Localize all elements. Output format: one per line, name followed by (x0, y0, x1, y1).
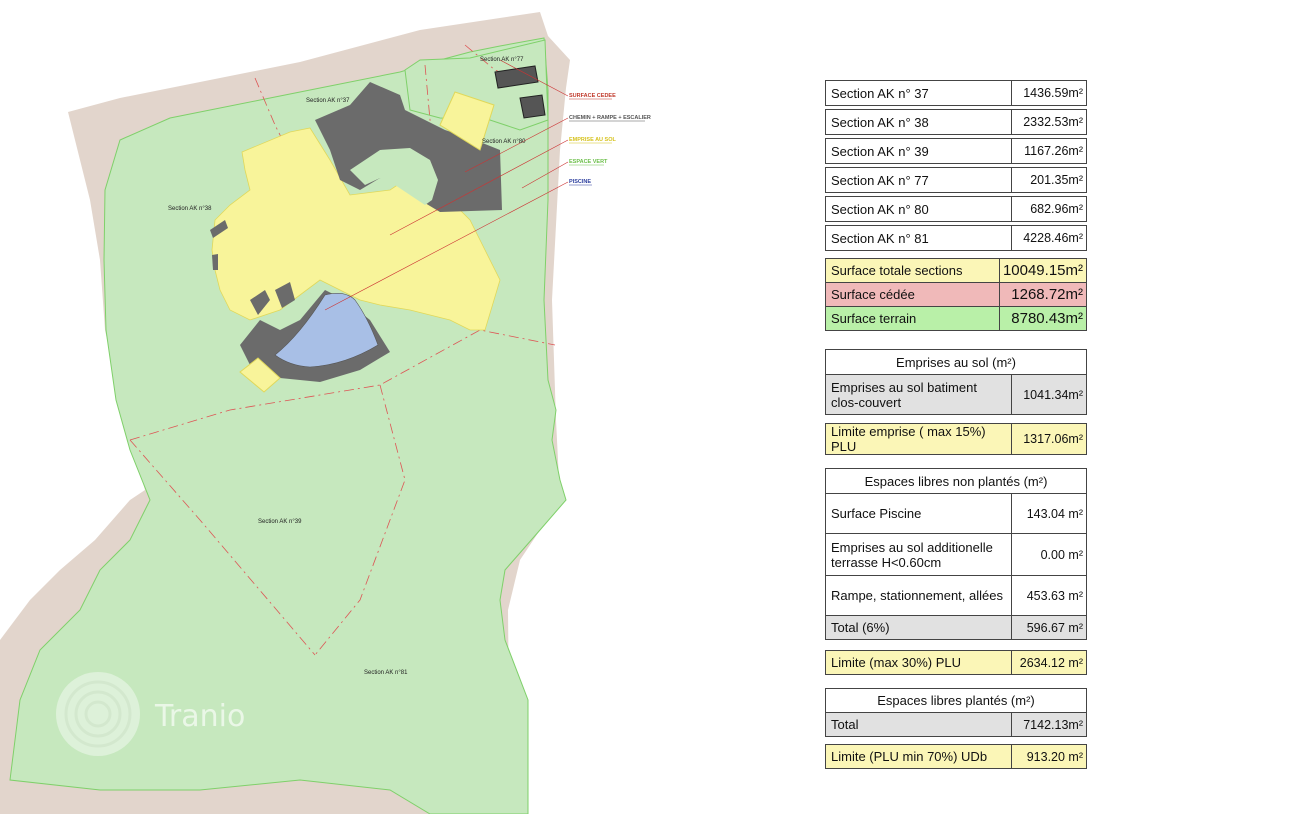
section-value: 2332.53m² (1012, 110, 1087, 135)
ceded-surface-row (826, 283, 1087, 307)
table-row (826, 81, 1087, 106)
section-label: Section AK n° 81 (826, 226, 1012, 251)
watermark-logo-icon (56, 672, 140, 756)
non-planted-limit-row (826, 651, 1087, 675)
non-planted-header: Espaces libres non plantés (m²) (826, 469, 1087, 494)
terrace-value: 0.00 m² (1012, 534, 1087, 576)
section-value: 201.35m² (1012, 168, 1087, 193)
shed-2 (520, 95, 545, 118)
planted-header-row (826, 689, 1087, 713)
land-surface-row (826, 307, 1087, 331)
section-label: Section AK n° 80 (826, 197, 1012, 222)
sections-table (825, 167, 1087, 193)
table-row (826, 110, 1087, 135)
legend-footprint: EMPRISE AU SOL (569, 137, 616, 143)
planted-limit-label: Limite (PLU min 70%) UDb (826, 745, 1012, 769)
section-label: Section AK n° 39 (826, 139, 1012, 164)
watermark-text: Tranio (155, 699, 246, 734)
emprises-table (825, 349, 1087, 415)
sections-table (825, 138, 1087, 164)
planted-total-row (826, 713, 1087, 737)
emprise-limit-row (826, 424, 1087, 455)
legend-path: CHEMIN + RAMPE + ESCALIER (569, 115, 651, 121)
sections-table (825, 225, 1087, 251)
legend-pool: PISCINE (569, 179, 592, 185)
section-label-77: Section AK n°77 (480, 57, 524, 63)
emprises-row (826, 375, 1087, 415)
section-label-80: Section AK n°80 (482, 139, 526, 145)
section-label-37: Section AK n°37 (306, 98, 350, 104)
sections-table (825, 109, 1087, 135)
non-planted-total-value: 596.67 m² (1012, 616, 1087, 640)
table-row (826, 576, 1087, 616)
emprise-limit-table (825, 423, 1087, 455)
pool-surface-value: 143.04 m² (1012, 494, 1087, 534)
legend-ceded: SURFACE CEDEE (569, 93, 616, 99)
table-row (826, 616, 1087, 640)
pool-surface-label: Surface Piscine (826, 494, 1012, 534)
table-row (826, 226, 1087, 251)
section-label: Section AK n° 38 (826, 110, 1012, 135)
non-planted-header-row (826, 469, 1087, 494)
table-row (826, 494, 1087, 534)
planted-limit-value: 913.20 m² (1012, 745, 1087, 769)
section-label-81: Section AK n°81 (364, 670, 408, 676)
planted-limit-table (825, 744, 1087, 769)
ramp-value: 453.63 m² (1012, 576, 1087, 616)
planted-table (825, 688, 1087, 737)
section-label: Section AK n° 37 (826, 81, 1012, 106)
legend-green: ESPACE VERT (569, 159, 608, 165)
table-row (826, 139, 1087, 164)
plan-legend (569, 93, 651, 185)
non-planted-limit-label: Limite (max 30%) PLU (826, 651, 1012, 675)
section-value: 682.96m² (1012, 197, 1087, 222)
emprise-limit-label: Limite emprise ( max 15%) PLU (826, 424, 1012, 455)
section-label: Section AK n° 77 (826, 168, 1012, 193)
totals-table (825, 258, 1087, 331)
emprises-header-row (826, 350, 1087, 375)
terrace-label: Emprises au sol additionelle terrasse H<0.60cm (826, 534, 1012, 576)
table-row (826, 197, 1087, 222)
non-planted-table (825, 468, 1087, 640)
sections-table (825, 80, 1087, 106)
total-sections-row (826, 259, 1087, 283)
emprises-value: 1041.34m² (1012, 375, 1087, 415)
emprises-label: Emprises au sol batiment clos-couvert (826, 375, 1012, 415)
planted-total-value: 7142.13m² (1012, 713, 1087, 737)
section-label-38: Section AK n°38 (168, 206, 212, 212)
ceded-surface-value: 1268.72m² (999, 283, 1086, 307)
ceded-surface-label: Surface cédée (826, 283, 1000, 307)
section-value: 1167.26m² (1012, 139, 1087, 164)
non-planted-limit-value: 2634.12 m² (1012, 651, 1087, 675)
planted-header: Espaces libres plantés (m²) (826, 689, 1087, 713)
planted-limit-row (826, 745, 1087, 769)
land-surface-value: 8780.43m² (999, 307, 1086, 331)
section-value: 1436.59m² (1012, 81, 1087, 106)
table-row (826, 534, 1087, 576)
sections-table (825, 196, 1087, 222)
planted-total-label: Total (826, 713, 1012, 737)
table-row (826, 168, 1087, 193)
land-surface-label: Surface terrain (826, 307, 1000, 331)
section-value: 4228.46m² (1012, 226, 1087, 251)
non-planted-limit-table (825, 650, 1087, 675)
total-sections-value: 10049.15m² (999, 259, 1086, 283)
section-label-39: Section AK n°39 (258, 519, 302, 525)
emprise-limit-value: 1317.06m² (1012, 424, 1087, 455)
emprises-header: Emprises au sol (m²) (826, 350, 1087, 375)
steps-2 (212, 254, 218, 270)
total-sections-label: Surface totale sections (826, 259, 1000, 283)
ramp-label: Rampe, stationnement, allées (826, 576, 1012, 616)
non-planted-total-label: Total (6%) (826, 616, 1012, 640)
